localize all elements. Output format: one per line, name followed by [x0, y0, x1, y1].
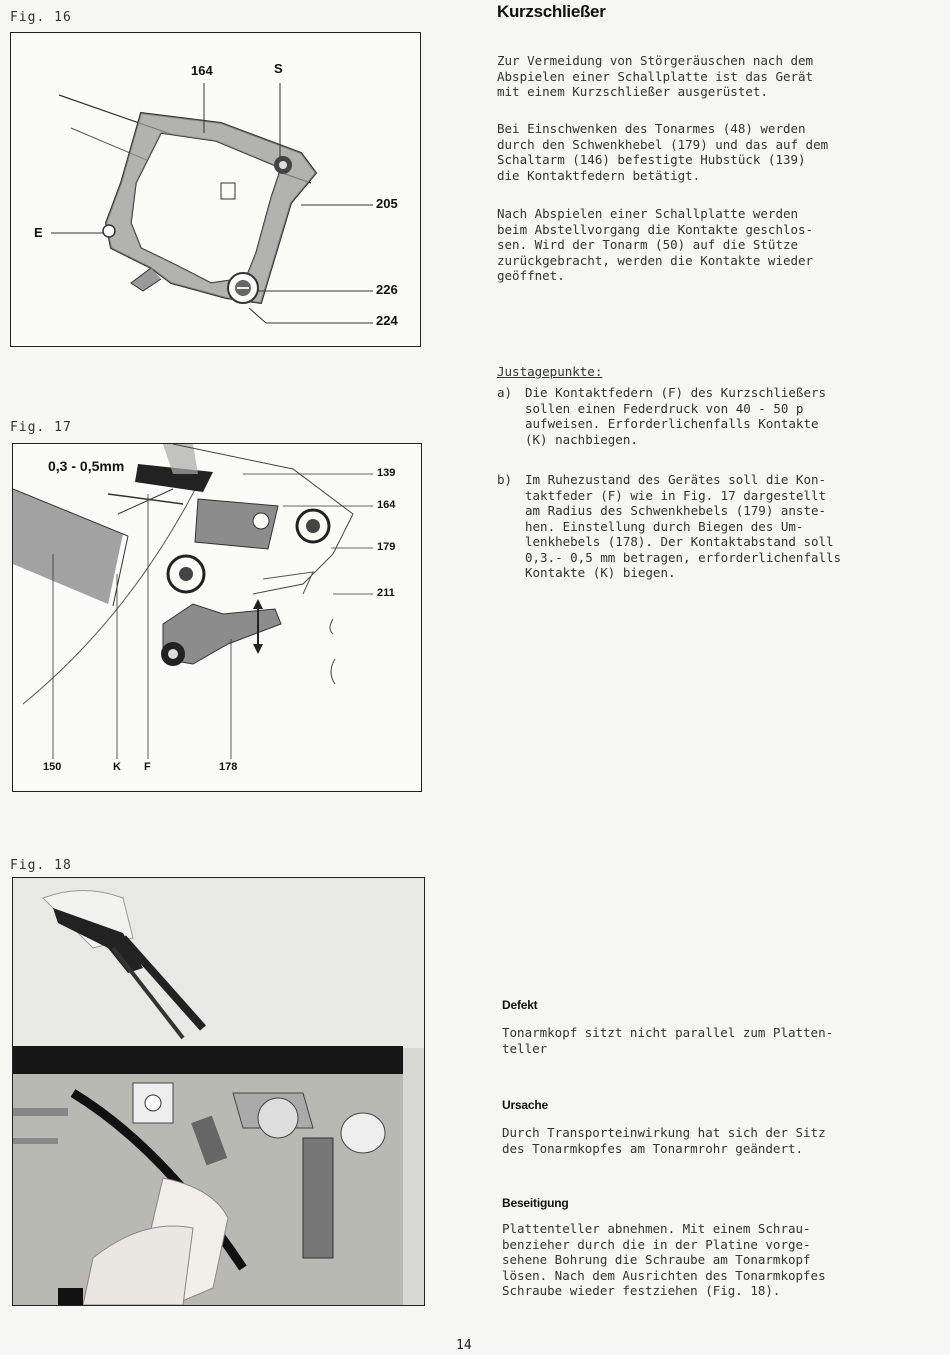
callout-211: 211	[377, 587, 395, 599]
callout-f: F	[144, 761, 151, 773]
callout-139: 139	[377, 467, 396, 479]
adjust-title: Justagepunkte:	[497, 364, 603, 379]
fig16-illustration	[10, 32, 421, 347]
callout-179: 179	[377, 541, 396, 553]
fig17-illustration	[12, 443, 422, 792]
fig18-photo	[12, 877, 425, 1306]
fig17-label: Fig. 17	[10, 420, 72, 435]
fig16-drawing	[11, 33, 420, 346]
callout-e: E	[34, 225, 43, 240]
ursache-text: Durch Transporteinwirkung hat sich der Sitz des Tonarmkopfes am Tonarmrohr geändert.	[502, 1125, 826, 1156]
callout-226: 226	[376, 282, 398, 297]
adjust-item-a	[497, 385, 937, 447]
fig18-photo-drawing	[13, 878, 424, 1305]
defekt-text: Tonarmkopf sitzt nicht parallel zum Platten- teller	[502, 1025, 834, 1056]
defekt-label: Defekt	[502, 998, 538, 1012]
callout-178: 178	[219, 761, 238, 773]
beseitigung-text: Plattenteller abnehmen. Mit einem Schrau- benzieher durch die in der Platine vorge- sehene Bohrung die Schraube am Tonarmkopf lösen. Nach dem Ausrichten des Tonarmkopfes Schraube wieder festziehen (Fig. 18).	[502, 1221, 826, 1298]
beseitigung-label: Beseitigung	[502, 1196, 569, 1210]
adjust-item-b-key: b)	[497, 472, 513, 487]
fig16-label: Fig. 16	[10, 10, 72, 25]
callout-224: 224	[376, 313, 398, 328]
callout-205: 205	[376, 196, 398, 211]
callout-k: K	[113, 761, 121, 773]
callout-150: 150	[43, 761, 62, 773]
adjust-item-a-text: Die Kontaktfedern (F) des Kurzschließers sollen einen Federdruck von 40 - 50 p aufweisen. Erforderlichenfalls Kontakte (K) nachbiegen.	[525, 385, 827, 447]
page-title: Kurzschließer	[497, 2, 606, 21]
callout-gap: 0,3 - 0,5mm	[48, 458, 125, 474]
callout-164: 164	[377, 499, 396, 511]
fig18-label: Fig. 18	[10, 858, 72, 873]
adjust-item-b-text: Im Ruhezustand des Gerätes soll die Kon- taktfeder (F) wie in Fig. 17 dargestellt am Radius des Schwenkhebels (179) anste- hen. Einstellung durch Biegen des Um- lenkhebels (178). Der Kontaktabstand soll 0,3.- 0,5 mm betragen, erforderlichenfalls Kontakte (K) biegen.	[525, 472, 842, 580]
intro-paragraph-1: Zur Vermeidung von Störgeräuschen nach dem Abspielen einer Schallplatte ist das Gerät mit einem Kurzschließer ausgerüstet.	[497, 53, 814, 99]
ursache-label: Ursache	[502, 1098, 548, 1112]
page-number: 14	[456, 1338, 472, 1353]
intro-paragraph-3: Nach Abspielen einer Schallplatte werden beim Abstellvorgang die Kontakte geschlos- sen. Wird der Tonarm (50) auf die Stütze zurückgebracht, werden die Kontakte wieder geöffnet.	[497, 206, 814, 283]
fig17-drawing	[13, 444, 421, 791]
intro-paragraph-2: Bei Einschwenken des Tonarmes (48) werden durch den Schwenkhebel (179) und das auf dem Schaltarm (146) befestigte Hubstück (139) die Kontaktfedern betätigt.	[497, 121, 829, 183]
adjust-item-a-key: a)	[497, 385, 513, 400]
callout-s: S	[274, 61, 283, 76]
adjust-item-b	[497, 472, 937, 581]
callout-164: 164	[191, 63, 213, 78]
